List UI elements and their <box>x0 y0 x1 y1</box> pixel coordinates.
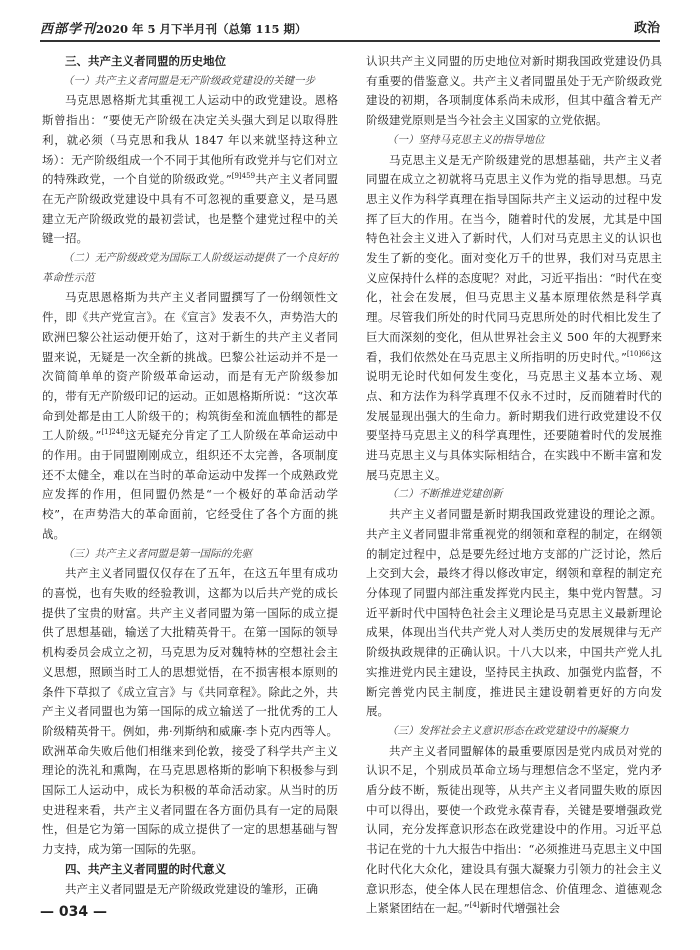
paragraph: 认识共产主义同盟的历史地位对新时期我国政党建设仍具有重要的借鉴意义。共产主义者同盟虽处于无产阶级政党建设的初期，各项制度体系尚未成形，但其中蕴含着无产阶级建党原则是当今社会主义国家的立党依据。 <box>366 54 662 128</box>
subsection-heading: （一）共产主义者同盟是无产阶级政党建设的关键一步 <box>63 74 315 87</box>
paragraph: 马克思主义是无产阶级建党的思想基础，共产主义者同盟在成立之初就将马克思主义作为党的指导思想。马克思主义作为科学真理在指导国际共产主义运动的过程中发挥了巨大的作用。在当今，随着时代的发展，尤其是中国特色社会主义进入了新时代，人们对马克思主义的认识也发生了新的变化。面对变化万千的世界，我们对马克思主义应保持什么样的态度呢？对此，习近平指出：“时代在变化，社会在发展，但马克思主义基本原理依然是科学真理。尽管我们所处的时代同马克思所处的时代相比发生了巨大而深刻的变化，但从世界社会主义 500 年的大视野来看，我们依然处在马克思主义所指明的历史时代。”$^{[10]66}$这说明无论时代如何发生变化，马克思主义基本立场、观点、和方法作为科学真理不仅永不过时，反而随着时代的发展显现出强大的生命力。新时期我们进行政党建设不仅要坚持马克思主义的科学真理性，还要随着时代的发展推进马克思主义与具体实际相结合，在实践中不断丰富和发展马克思主义。 <box>366 152 662 482</box>
paragraph: 共产主义者同盟是新时期我国政党建设的理论之源。共产主义者同盟非常重视党的纲领和章程的制定，在纲领的制定过程中，总是要先经过地方支部的广泛讨论，然后上交到大会，最终才得以修改审定，纲领和章程的制定充分体现了同盟内部注重发挥党内民主，集中党内智慧。习近平新时代中国特色社会主义理论是马克思主义最新理论成果，体现出当代共产党人对人类历史的发展规律与无产阶级执政规律的正确认识。十八大以来，中国共产党人扎实推进党内民主建设，坚持民主执政、加强党内监督，不断完善党内民主制度，推进民主建设朝着更好的方向发展。 <box>366 507 662 719</box>
journal-masthead <box>40 18 307 37</box>
subsection-heading: （三）发挥社会主义意识形态在政党建设中的凝聚力 <box>387 724 629 737</box>
page-header <box>40 14 660 42</box>
paragraph: 共产主义者同盟是无产阶级政党建设的雏形，正确 <box>65 881 318 896</box>
citation: [10]66 <box>626 349 651 358</box>
journal-logo: 西部学刊 <box>40 22 97 37</box>
right-column <box>366 52 662 919</box>
subsection-heading: （二）无产阶级政党为国际工人阶级运动提供了一个良好的革命性示范 <box>42 252 338 284</box>
citation: [9]459 <box>231 172 256 181</box>
section-heading: 三、共产主义者同盟的历史地位 <box>65 54 226 68</box>
paragraph: 共产主义者同盟解体的最重要原因是党内成员对党的认识不足，个别成员革命立场与理想信念不坚定，党内矛盾分歧不断，叛徒出现等，从共产主义者同盟失败的原因中可以得出，要使一个政党永葆青春，关键是要增强政党认同，充分发挥意识形态在政党建设中的作用。习近平总书记在党的十九大报告中指出：“必须推进马克思主义中国化时代化大众化，建设具有强大凝聚力引领力的社会主义意识形态，使全体人民在理想信念、价值理念、道德观念上紧紧团结在一起。”[4]新时代增强社会 <box>366 743 662 916</box>
issue-info: 2020 年 5 月下半月刊（总第 115 期） <box>96 22 307 36</box>
paragraph: 马克思恩格斯为共产主义者同盟撰写了一份纲领性文件，即《共产党宣言》。在《宣言》发表不久，声势浩大的欧洲巴黎公社运动便开始了，这对于新生的共产主义者同盟来说，无疑是一次全新的挑战。巴黎公社运动并不是一次简简单单的资产阶级革命运动，而是有无产阶级参加的，带有无产阶级印记的运动。正如恩格斯所说：“这次革命到处都是由工人阶级干的；构筑街垒和流血牺牲的都是工人阶级。”$^{[1]248}$这无疑充分肯定了工人阶级在革命运动中的作用。由于同盟刚刚成立，组织还不太完善，各项制度还不太健全，难以在当时的革命运动中发挥一个成熟政党应发挥的作用，但同盟仍然是“一个极好的革命活动学校”，在声势浩大的革命面前，它经受住了各个方面的挑战。 <box>42 290 338 541</box>
subsection-heading: （三）共产主义者同盟是第一国际的先驱 <box>63 547 252 560</box>
subsection-heading: （二）不断推进党建创新 <box>387 488 503 501</box>
left-column <box>42 52 338 899</box>
page-number: — 034 — <box>40 904 107 920</box>
paragraph: 马克思恩格斯尤其重视工人运动中的政党建设。恩格斯曾指出：“要使无产阶级在决定关头强大到足以取得胜利，就必须（马克思和我从 1847 年以来就坚持这种立场）：无产阶级组成一个不同于其他所有政党并与它们对立的特殊政党，一个自觉的阶级政党。”$^{[9]459}$共产主义者同盟在无产阶级政党建设中具有不可忽视的重要意义，是马恩建立无产阶级政党的最初尝试，也是整个建党过程中的关键一招。 <box>42 93 338 246</box>
citation: [1]248 <box>101 428 125 437</box>
citation: [4] <box>469 901 480 910</box>
subsection-heading: （一）坚持马克思主义的指导地位 <box>387 133 545 146</box>
section-label: 政治 <box>633 21 660 36</box>
section-heading: 四、共产主义者同盟的时代意义 <box>65 861 226 876</box>
paragraph: 共产主义者同盟仅仅存在了五年，在这五年里有成功的喜悦，也有失败的经验教训，这都为以后共产党的成长提供了宝贵的财富。共产主义者同盟为第一国际的成立提供了思想基础，输送了大批精英骨干。在第一国际的领导机构委员会成立之初，马克思为反对魏特林的空想社会主义思想，照顾当时工人的思想觉悟，在不损害根本原则的条件下草拟了《成立宣言》与《共同章程》。除此之外，共产主义者同盟也为第一国际的成立输送了一批优秀的工人阶级精英骨干。例如，弗·列斯纳和威廉·李卜克内西等人。欧洲革命失败后他们相继来到伦敦，接受了科学共产主义理论的洗礼和熏陶，在马克思恩格斯的影响下积极参与到国际工人运动中，成长为积极的革命活动家。从当时的历史进程来看，共产主义者同盟在各方面仍具有一定的局限性，但是它为第一国际的成立提供了一定的思想基础与智力支持，成为第一国际的先驱。 <box>42 566 338 857</box>
